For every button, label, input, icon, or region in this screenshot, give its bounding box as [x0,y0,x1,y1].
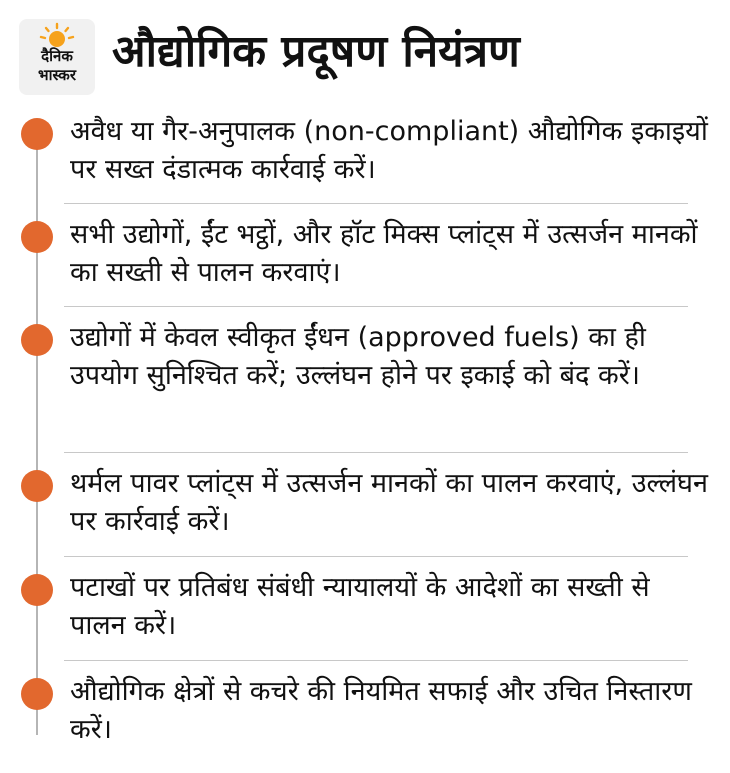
bullet-dot [21,574,53,606]
bullet-dot [21,324,53,356]
list-item-text: अवैध या गैर-अनुपालक (non-compliant) औद्योगिक इकाइयों पर सख्त दंडात्मक कार्रवाई करें। [70,116,708,185]
divider [64,203,688,204]
bullet-dot [21,118,53,150]
bullet-dot [21,470,53,502]
page-title: औद्योगिक प्रदूषण नियंत्रण [112,26,520,77]
logo-text-line2: भास्कर [38,66,76,84]
dainik-bhaskar-logo[interactable] [19,19,95,95]
timeline-line [36,120,38,735]
bullet-dot [21,678,53,710]
divider [64,660,688,661]
list-item-text: उद्योगों में केवल स्वीकृत ईंधन (approved fuels) का ही उपयोग सुनिश्चित करें; उल्लंघन होने पर इकाई को बंद करें। [70,322,646,391]
bullet-dot [21,221,53,253]
divider [64,452,688,453]
header [0,0,730,98]
list-item-text: औद्योगिक क्षेत्रों से कचरे की नियमित सफाई और उचित निस्तारण करें। [70,676,692,745]
divider [64,306,688,307]
divider [64,556,688,557]
logo-text-line1: दैनिक [41,47,73,65]
list-item-text: थर्मल पावर प्लांट्स में उत्सर्जन मानकों का पालन करवाएं, उल्लंघन पर कार्रवाई करें। [70,468,708,537]
list-item-text: सभी उद्योगों, ईंट भट्ठों, और हॉट मिक्स प्लांट्स में उत्सर्जन मानकों का सख्ती से पालन करवाएं। [70,219,698,288]
list-item-text: पटाखों पर प्रतिबंध संबंधी न्यायालयों के आदेशों का सख्ती से पालन करें। [70,572,650,641]
